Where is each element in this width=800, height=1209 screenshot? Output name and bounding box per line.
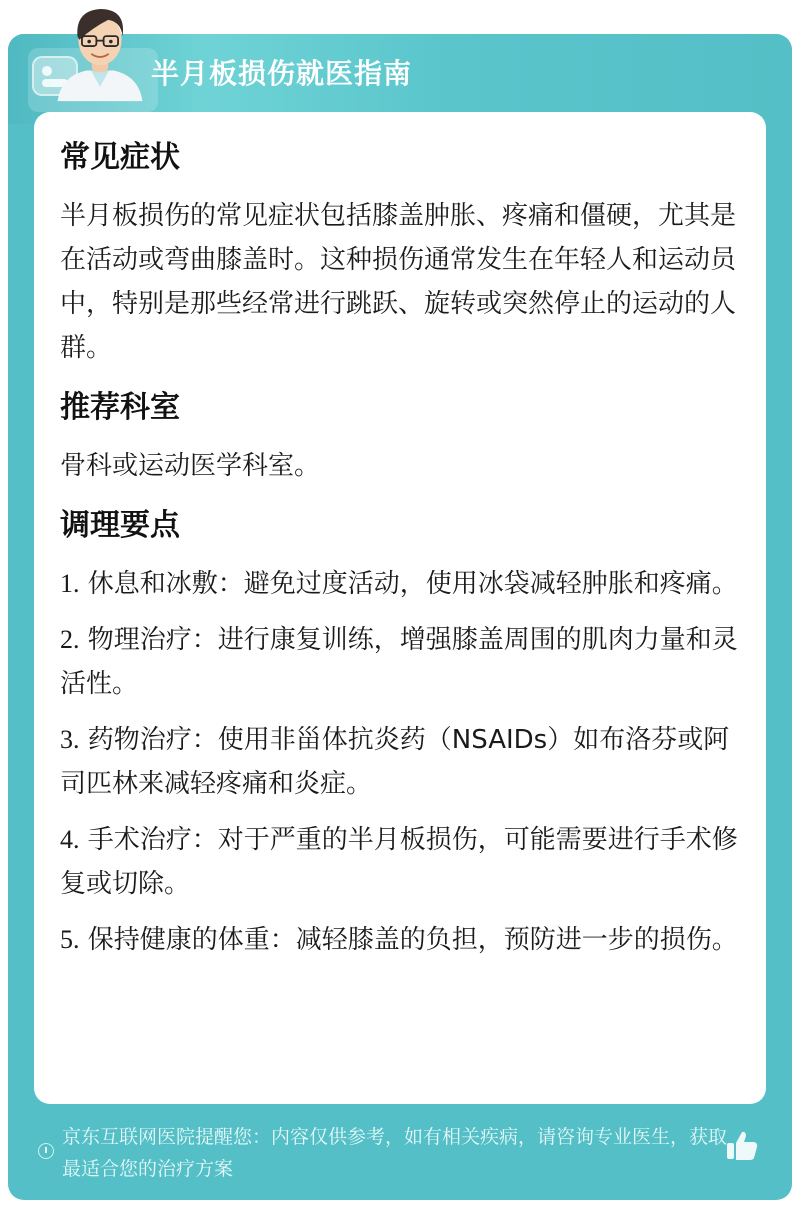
care-item: 4. 手术治疗：对于严重的半月板损伤，可能需要进行手术修复或切除。 <box>60 825 738 899</box>
content-card <box>34 112 766 1104</box>
care-item: 2. 物理治疗：进行康复训练，增强膝盖周围的肌肉力量和灵活性。 <box>60 625 738 699</box>
doctor-avatar <box>46 0 154 112</box>
care-item: 3. 药物治疗：使用非甾体抗炎药（NSAIDs）如布洛芬或阿司匹林来减轻疼痛和炎症。 <box>60 725 730 799</box>
care-list <box>60 562 740 962</box>
care-item: 5. 保持健康的体重：减轻膝盖的负担，预防进一步的损伤。 <box>60 925 738 955</box>
department-text: 骨科或运动医学科室。 <box>60 451 321 481</box>
section-title-care: 调理要点 <box>60 508 180 543</box>
thumbs-up-icon[interactable] <box>724 1128 760 1164</box>
page-title: 半月板损伤就医指南 <box>151 57 413 90</box>
section-title-symptoms: 常见症状 <box>60 140 180 175</box>
symptoms-text: 半月板损伤的常见症状包括膝盖肿胀、疼痛和僵硬，尤其是在活动或弯曲膝盖时。这种损伤通常发生在年轻人和运动员中，特别是那些经常进行跳跃、旋转或突然停止的运动的人群。 <box>60 201 737 363</box>
section-title-department: 推荐科室 <box>60 390 180 425</box>
footer-notice: 京东互联网医院提醒您：内容仅供参考，如有相关疾病，请咨询专业医生，获取最适合您的治疗方案 <box>62 1126 728 1180</box>
care-item: 1. 休息和冰敷：避免过度活动，使用冰袋减轻肿胀和疼痛。 <box>60 569 738 599</box>
info-icon <box>38 1143 54 1159</box>
